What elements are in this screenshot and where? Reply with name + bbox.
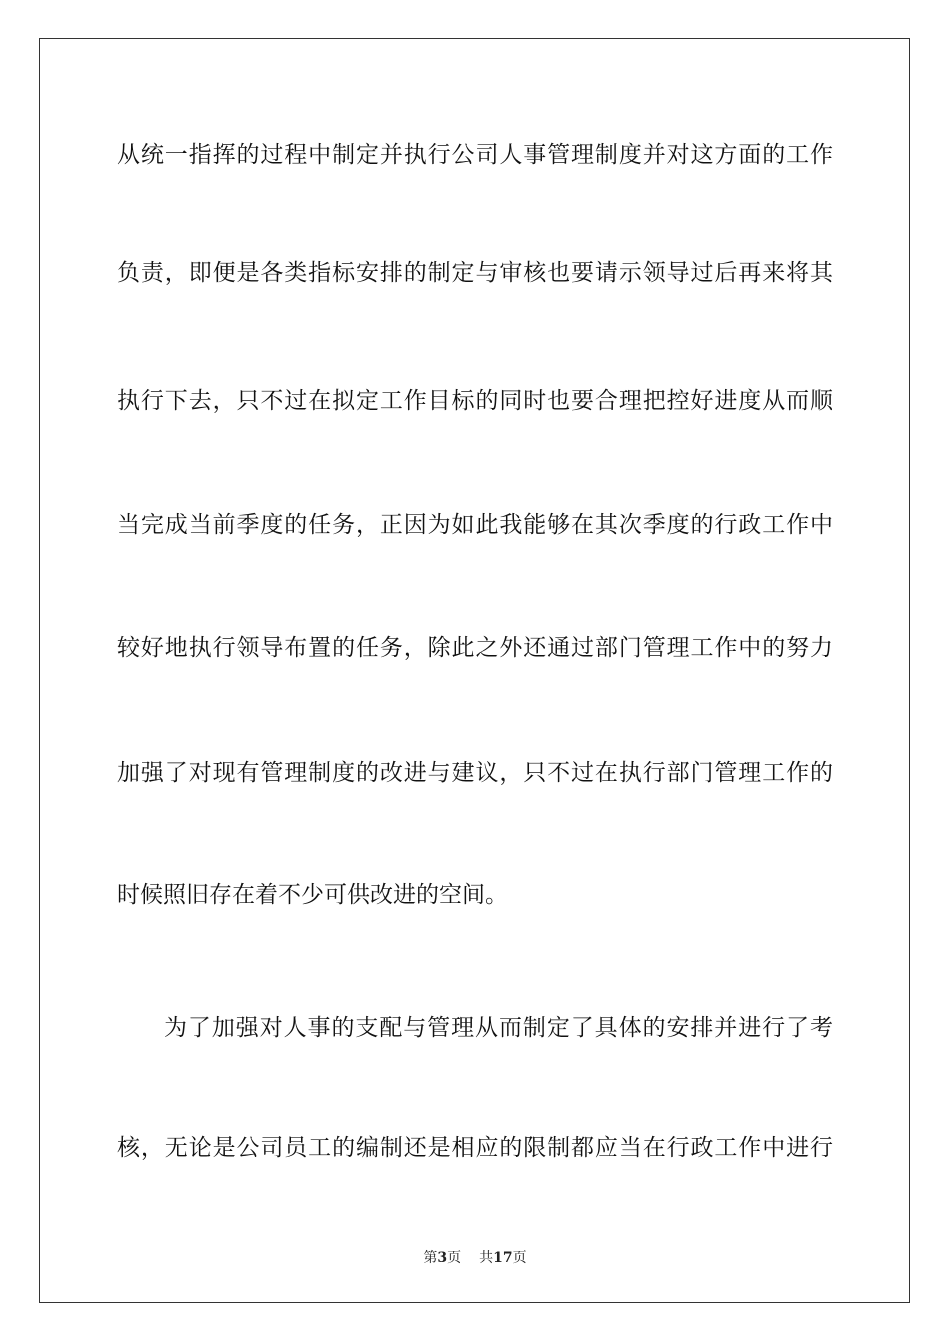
text-line: 时候照旧存在着不少可供改进的空间。: [117, 882, 508, 908]
text-line: 当完成当前季度的任务，正因为如此我能够在其次季度的行政工作中: [117, 512, 833, 538]
page-suffix: 页: [447, 1250, 462, 1266]
page-footer: [0, 1249, 950, 1267]
text-line: 执行下去，只不过在拟定工作目标的同时也要合理把控好进度从而顺: [117, 388, 833, 414]
paragraph-first-line: 为了加强对人事的支配与管理从而制定了具体的安排并进行了考: [164, 1015, 833, 1041]
total-prefix: 共: [479, 1250, 494, 1266]
page-prefix: 第: [423, 1250, 438, 1266]
page-current: 3: [437, 1250, 448, 1266]
text-line: 负责，即便是各类指标安排的制定与审核也要请示领导过后再来将其: [117, 260, 833, 286]
text-line: 加强了对现有管理制度的改进与建议，只不过在执行部门管理工作的: [117, 760, 833, 786]
text-line: 核，无论是公司员工的编制还是相应的限制都应当在行政工作中进行: [117, 1135, 833, 1161]
text-line: 较好地执行领导布置的任务，除此之外还通过部门管理工作中的努力: [117, 635, 833, 661]
total-suffix: 页: [512, 1250, 527, 1266]
text-line: 从统一指挥的过程中制定并执行公司人事管理制度并对这方面的工作: [117, 142, 833, 168]
page-total: 17: [493, 1250, 513, 1266]
page-border: [39, 38, 910, 1303]
